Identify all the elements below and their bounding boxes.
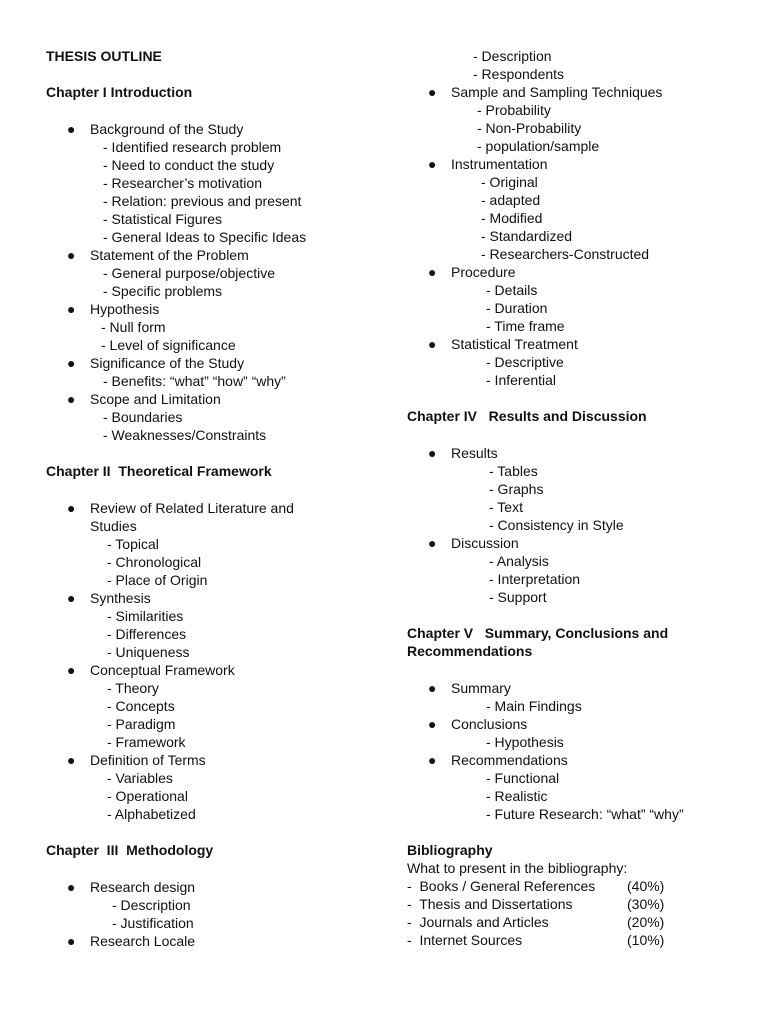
bullet-icon: ● [67,933,76,949]
list-item [407,155,757,263]
bibliography-row: - Thesis and Dissertations (30%) [407,896,665,912]
sub-item: - adapted [481,192,541,208]
sub-item: - Specific problems [103,283,223,299]
sub-item: - Interpretation [489,571,581,587]
sub-item: - Null form [101,319,166,335]
list-item [46,120,386,246]
sub-item: - Weaknesses/Constraints [103,427,267,443]
bullet-label: Summary [451,680,511,696]
list-item [46,390,386,444]
list-item [407,715,757,751]
bullet-icon: ● [428,716,437,732]
sub-item: - Functional [486,770,560,786]
bullet-label: Procedure [451,264,516,280]
sub-item: - Respondents [473,66,565,82]
list-item [407,263,757,335]
bibliography-heading: Bibliography [407,842,493,858]
sub-item: - population/sample [477,138,600,154]
bullet-label: Definition of Terms [90,752,206,768]
bullet-label: Conceptual Framework [90,662,235,678]
sub-item: - Original [481,174,538,190]
sub-item: - Standardized [481,228,573,244]
bullet-label: Discussion [451,535,519,551]
bullet-icon: ● [67,500,76,516]
sub-item: - Relation: previous and present [103,193,302,209]
bullet-icon: ● [67,879,76,895]
list-item [46,354,386,390]
chapter-5-heading-cont: Recommendations [407,643,533,659]
sub-item: - Realistic [486,788,548,804]
sub-item: - Topical [107,536,159,552]
bullet-icon: ● [428,680,437,696]
bullet-label: Recommendations [451,752,568,768]
document-title: THESIS OUTLINE [46,48,162,64]
bullet-label-cont: Studies [90,518,137,534]
sub-item: - Main Findings [486,698,582,714]
sub-item: - Theory [107,680,159,696]
bullet-icon: ● [67,301,76,317]
list-item [46,246,386,300]
bullet-icon: ● [67,662,76,678]
bullet-icon: ● [428,156,437,172]
sub-item: - Paradigm [107,716,176,732]
sub-item: - Tables [489,463,538,479]
bullet-icon: ● [428,535,437,551]
bullet-label: Background of the Study [90,121,244,137]
bullet-icon: ● [67,355,76,371]
bullet-label: Scope and Limitation [90,391,221,407]
bullet-icon: ● [428,84,437,100]
right-column [407,47,757,949]
sub-item: - Operational [107,788,188,804]
bullet-icon: ● [67,247,76,263]
bibliography-row: - Internet Sources (10%) [407,932,665,948]
sub-item: - Similarities [107,608,184,624]
sub-item: - Modified [481,210,543,226]
list-item [46,300,386,354]
sub-item: - Future Research: “what” “why” [486,806,684,822]
chapter-3-heading: Chapter III Methodology [46,842,214,858]
sub-item: - Boundaries [103,409,183,425]
list-item [407,751,757,823]
sub-item: - Description [473,48,552,64]
sub-item: - Variables [107,770,173,786]
sub-item: - Benefits: “what” “how” “why” [103,373,286,389]
sub-item: - Need to conduct the study [103,157,275,173]
sub-item: - Analysis [489,553,549,569]
sub-item: - Place of Origin [107,572,208,588]
sub-item: - Justification [112,915,194,931]
bullet-label: Review of Related Literature and [90,500,294,516]
sub-item: - Differences [107,626,187,642]
bullet-label: Instrumentation [451,156,548,172]
sub-item: - Text [489,499,523,515]
sub-item: - Chronological [107,554,202,570]
sub-item: - Hypothesis [486,734,564,750]
sub-item: - Level of significance [101,337,236,353]
list-item [407,83,757,155]
bullet-icon: ● [428,752,437,768]
list-item [46,878,386,932]
sub-item: - Identified research problem [103,139,282,155]
sub-item: - Researchers-Constructed [481,246,650,262]
bullet-icon: ● [428,445,437,461]
bullet-label: Synthesis [90,590,151,606]
sub-item: - Uniqueness [107,644,190,660]
list-item [46,589,386,661]
sub-item: - General purpose/objective [103,265,275,281]
bullet-label: Hypothesis [90,301,160,317]
bullet-label: Significance of the Study [90,355,245,371]
sub-item: - Framework [107,734,186,750]
sub-item: - Consistency in Style [489,517,624,533]
chapter-1-heading: Chapter I Introduction [46,84,193,100]
sub-item: - Concepts [107,698,175,714]
bibliography-intro: What to present in the bibliography: [407,860,628,876]
sub-item: - Statistical Figures [103,211,223,227]
list-item [407,335,757,389]
bullet-icon: ● [428,264,437,280]
list-item [46,661,386,751]
chapter-2-heading: Chapter II Theoretical Framework [46,463,272,479]
list-item [46,932,386,950]
sub-item: - Graphs [489,481,544,497]
bullet-icon: ● [428,336,437,352]
bullet-label: Results [451,445,498,461]
sub-item: - Description [112,897,191,913]
chapter-5-heading: Chapter V Summary, Conclusions and [407,625,669,641]
bibliography-row: - Books / General References (40%) [407,878,665,894]
sub-item: - Probability [477,102,551,118]
sub-item: - Time frame [486,318,565,334]
sub-item: - Support [489,589,547,605]
chapter-4-heading: Chapter IV Results and Discussion [407,408,647,424]
bullet-icon: ● [67,590,76,606]
list-item [407,444,757,534]
sub-item: - Inferential [486,372,557,388]
bullet-label: Conclusions [451,716,528,732]
sub-item: - General Ideas to Specific Ideas [103,229,307,245]
bullet-icon: ● [67,752,76,768]
bullet-label: Research design [90,879,196,895]
sub-item: - Duration [486,300,548,316]
sub-item: - Alphabetized [107,806,196,822]
bullet-label: Statistical Treatment [451,336,578,352]
list-item [407,534,757,606]
sub-item: - Details [486,282,538,298]
sub-item: - Researcher’s motivation [103,175,262,191]
list-item [407,679,757,715]
bullet-icon: ● [67,121,76,137]
sub-item: - Non-Probability [477,120,582,136]
left-column [46,47,386,950]
bullet-label: Research Locale [90,933,196,949]
bullet-label: Statement of the Problem [90,247,249,263]
list-item [46,751,386,823]
bullet-label: Sample and Sampling Techniques [451,84,663,100]
bullet-icon: ● [67,391,76,407]
sub-item: - Descriptive [486,354,564,370]
list-item [46,499,386,589]
bibliography-row: - Journals and Articles (20%) [407,914,665,930]
